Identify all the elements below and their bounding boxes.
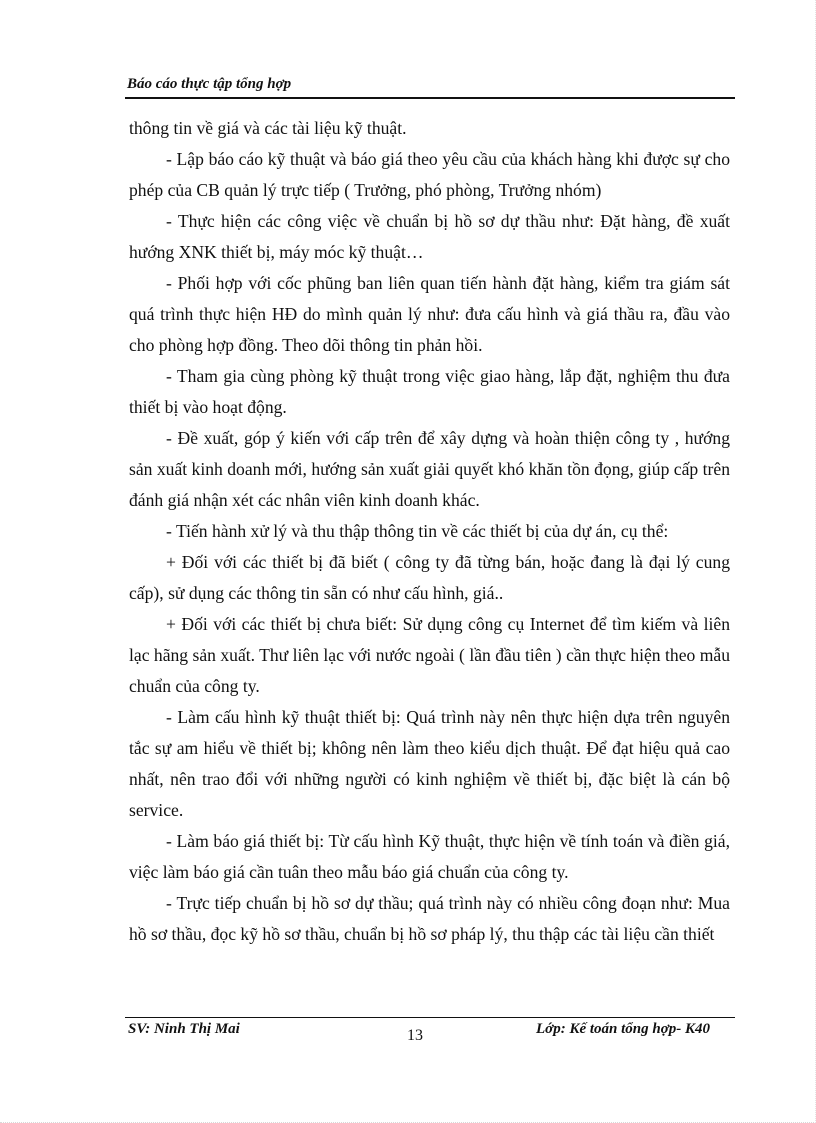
paragraph: - Lập báo cáo kỹ thuật và báo giá theo yêu cầu của khách hàng khi được sự cho phép của CB quản lý trực tiếp ( Trưởng, phó phòng, Trưởng nhóm) — [129, 149, 730, 200]
paragraph: - Làm cấu hình kỹ thuật thiết bị: Quá trình này nên thực hiện dựa trên nguyên tắc sự am hiểu về thiết bị; không nên làm theo kiểu dịch thuật. Để đạt hiệu quả cao nhất, nên trao đổi với những người có kinh nghiệm về thiết bị, đặc biệt là cán bộ service. — [129, 707, 730, 820]
paragraph: - Phối hợp với cốc phũng ban liên quan tiến hành đặt hàng, kiểm tra giám sát quá trình thực hiện HĐ do mình quản lý như: đưa cấu hình và giá thầu ra, đầu vào cho phòng hợp đồng. Theo dõi thông tin phản hồi. — [129, 273, 730, 355]
paragraph: - Tham gia cùng phòng kỹ thuật trong việc giao hàng, lắp đặt, nghiệm thu đưa thiết bị vào hoạt động. — [129, 366, 730, 417]
header-divider — [125, 97, 735, 99]
footer-student-name: SV: Ninh Thị Mai — [128, 1021, 240, 1037]
page-number: 13 — [407, 1027, 423, 1044]
footer-divider — [125, 1017, 735, 1018]
paragraph: - Trực tiếp chuẩn bị hồ sơ dự thầu; quá trình này có nhiều công đoạn như: Mua hồ sơ thầu, đọc kỹ hồ sơ thầu, chuẩn bị hồ sơ pháp lý, thu thập các tài liệu cần thiết — [129, 893, 730, 944]
paragraph: + Đối với các thiết bị đã biết ( công ty đã từng bán, hoặc đang là đại lý cung cấp), sử dụng các thông tin sẵn có như cấu hình, giá.. — [129, 552, 730, 603]
document-body — [129, 113, 730, 950]
paragraph-continuation: thông tin về giá và các tài liệu kỹ thuật. — [129, 118, 407, 138]
paragraph: - Thực hiện các công việc về chuẩn bị hồ sơ dự thầu như: Đặt hàng, đề xuất hướng XNK thiết bị, máy móc kỹ thuật… — [129, 211, 730, 262]
paragraph: - Tiến hành xử lý và thu thập thông tin về các thiết bị của dự án, cụ thể: — [166, 521, 669, 541]
footer-class-name: Lớp: Kế toán tổng hợp- K40 — [536, 1021, 711, 1037]
paragraph: + Đối với các thiết bị chưa biết: Sử dụng công cụ Internet để tìm kiếm và liên lạc hãng sản xuất. Thư liên lạc với nước ngoài ( lần đầu tiên ) cần thực hiện theo mẫu chuẩn của công ty. — [129, 614, 730, 696]
paragraph: - Đề xuất, góp ý kiến với cấp trên để xây dựng và hoàn thiện công ty , hướng sản xuất kinh doanh mới, hướng sản xuất giải quyết khó khăn tồn đọng, giúp cấp trên đánh giá nhận xét các nhân viên kinh doanh khác. — [129, 428, 730, 510]
paragraph: - Làm báo giá thiết bị: Từ cấu hình Kỹ thuật, thực hiện về tính toán và điền giá, việc làm báo giá cần tuân theo mẫu báo giá chuẩn của công ty. — [129, 831, 730, 882]
page-header-title: Báo cáo thực tập tổng hợp — [127, 76, 292, 92]
